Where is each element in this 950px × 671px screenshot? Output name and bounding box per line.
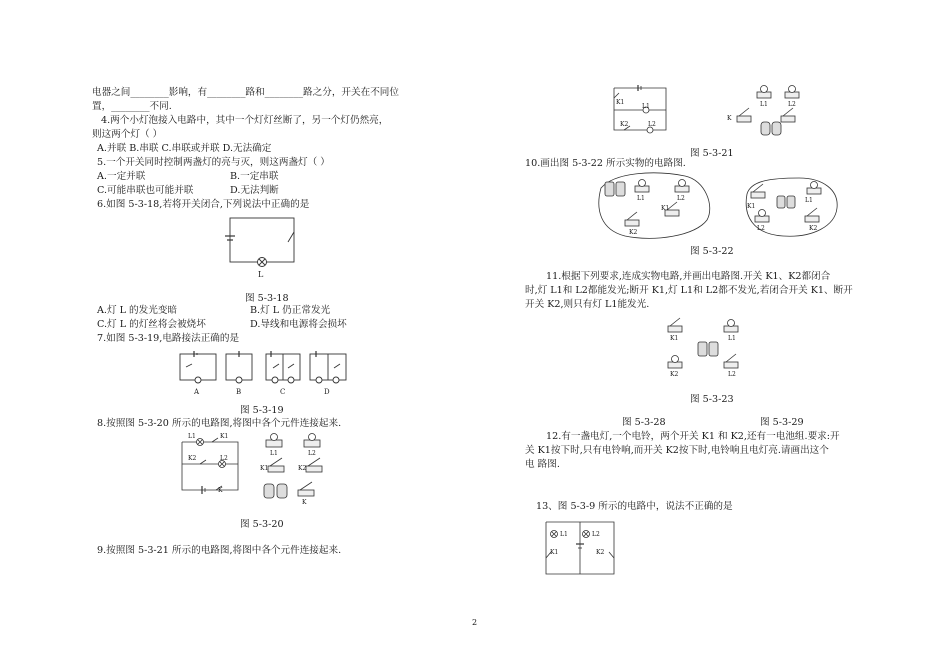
q11-line-3: 开关 K2,则只有灯 L1能发光. (525, 299, 650, 310)
figure-5-3-22-left (595, 170, 715, 244)
q5-option-d: D.无法判断 (230, 185, 279, 196)
fig19-label-b: B (236, 388, 242, 396)
fig29-caption: 图 5-3-29 (760, 417, 804, 428)
intro-line-1: 电器之间________影响，有________路和________路之分，开关在不同位 (92, 87, 399, 98)
q11-line-2: 时,灯 L1和 L2都能发光;断开 K1,灯 L1和 L2都不发光,若闭合开关 K1、断开 (525, 285, 853, 296)
q6-option-b: B.灯 L 仍正常发光 (250, 305, 331, 316)
fig20-part-k1: K1 (260, 465, 269, 472)
fig22-label-l2: L2 (677, 195, 685, 202)
fig22-label-l1: L1 (637, 195, 645, 202)
q6-option-a: A.灯 L 的发光变暗 (97, 305, 178, 316)
q8-stem: 8.按照图 5-3-20 所示的电路图,将图中各个元件连接起来. (97, 418, 342, 429)
figure-5-3-19 (176, 348, 356, 402)
fig20-caption: 图 5-3-20 (240, 519, 284, 530)
page-number: 2 (472, 618, 478, 627)
fig28-caption: 图 5-3-28 (622, 417, 666, 428)
q6-option-d: D.导线和电源将会损坏 (250, 319, 347, 330)
fig20-part-l1: L1 (270, 450, 278, 457)
fig21-caption: 图 5-3-21 (690, 148, 734, 159)
figure-5-3-20-parts (262, 432, 344, 510)
q11-line-1: 11.根据下列要求,连成实物电路,并画出电路图.开关 K1、K2都闭合 (546, 271, 831, 282)
figure-5-3-9 (540, 516, 620, 584)
fig22-label-l2b: L2 (757, 225, 765, 232)
fig9-label-l1: L1 (560, 531, 568, 538)
fig9-label-l2: L2 (592, 531, 600, 538)
fig21-part-k: K (727, 115, 732, 122)
fig21-label-l1: L1 (642, 103, 650, 110)
q13-stem: 13、图 5-3-9 所示的电路中，说法不正确的是 (536, 501, 733, 512)
q4-options: A.并联 B.串联 C.串联或并联 D.无法确定 (97, 143, 272, 154)
fig9-label-k2: K2 (596, 549, 605, 556)
fig19-caption: 图 5-3-19 (240, 405, 284, 416)
fig21-label-k2: K2 (620, 121, 629, 128)
fig23-label-k1: K1 (670, 335, 679, 342)
fig23-label-k2: K2 (670, 371, 679, 378)
fig21-label-k1: K1 (616, 99, 625, 106)
fig21-label-l2: L2 (648, 121, 656, 128)
q12-line-1: 12.有一盏电灯,一个电铃，两个开关 K1 和 K2,还有一电池组.要求:开 (546, 431, 840, 442)
fig22-label-l1b: L1 (805, 197, 813, 204)
fig22-label-k1b: K1 (747, 203, 756, 210)
fig22-label-k1: K1 (661, 205, 670, 212)
figure-5-3-23 (660, 314, 750, 388)
figure-5-3-22-right (743, 174, 839, 242)
q6-option-c: C.灯 L 的灯丝将会被烧坏 (97, 319, 206, 330)
fig23-caption: 图 5-3-23 (690, 394, 734, 405)
fig9-label-k1: K1 (550, 549, 559, 556)
fig20-label-l2: L2 (220, 455, 228, 462)
fig20-part-k2: K2 (298, 465, 307, 472)
fig20-label-k2: K2 (188, 455, 197, 462)
fig23-label-l2: L2 (728, 371, 736, 378)
q12-line-2: 关 K1按下时,只有电铃响,而开关 K2按下时,电铃响且电灯亮.请画出这个 (525, 445, 829, 456)
q5-stem: 5.一个开关同时控制两盏灯的亮与灭，则这两盏灯（ ） (97, 157, 330, 168)
fig19-label-d: D (324, 388, 330, 396)
fig21-part-l2: L2 (788, 101, 796, 108)
fig19-label-c: C (280, 388, 286, 396)
q5-option-b: B.一定串联 (230, 171, 279, 182)
fig18-lamp-label: L (258, 270, 264, 279)
q10-stem: 10.画出图 5-3-22 所示实物的电路图. (525, 158, 686, 169)
q9-stem: 9.按照图 5-3-21 所示的电路图,将图中各个元件连接起来. (97, 545, 342, 556)
figure-5-3-21-schematic (610, 84, 670, 138)
figure-5-3-18 (222, 214, 302, 280)
q7-stem: 7.如图 5-3-19,电路接法正确的是 (97, 333, 240, 344)
fig22-label-k2b: K2 (809, 225, 818, 232)
intro-line-2: 置，________不同. (92, 101, 172, 112)
q4-stem-line-1: 4.两个小灯泡接入电路中，其中一个灯灯丝断了，另一个灯仍然亮， (101, 115, 389, 126)
fig18-caption: 图 5-3-18 (245, 293, 289, 304)
fig20-part-l2: L2 (308, 450, 316, 457)
q4-stem-line-2: 则这两个灯（ ） (92, 129, 163, 140)
q12-line-3: 电 路图. (525, 459, 560, 470)
q5-option-c: C.可能串联也可能并联 (97, 185, 194, 196)
fig20-label-l1: L1 (188, 433, 196, 440)
fig22-label-k2: K2 (629, 229, 638, 236)
figure-5-3-21-parts (727, 84, 815, 144)
fig20-label-k1: K1 (220, 433, 229, 440)
fig21-part-l1: L1 (760, 101, 768, 108)
fig22-caption: 图 5-3-22 (690, 246, 734, 257)
fig19-label-a: A (194, 388, 200, 396)
q6-stem: 6.如图 5-3-18,若将开关闭合,下列说法中正确的是 (97, 199, 310, 210)
fig23-label-l1: L1 (728, 335, 736, 342)
q5-option-a: A.一定并联 (97, 171, 146, 182)
figure-5-3-20-schematic (176, 432, 246, 498)
fig20-part-k: K (302, 499, 307, 506)
fig20-label-k: K (218, 487, 223, 494)
